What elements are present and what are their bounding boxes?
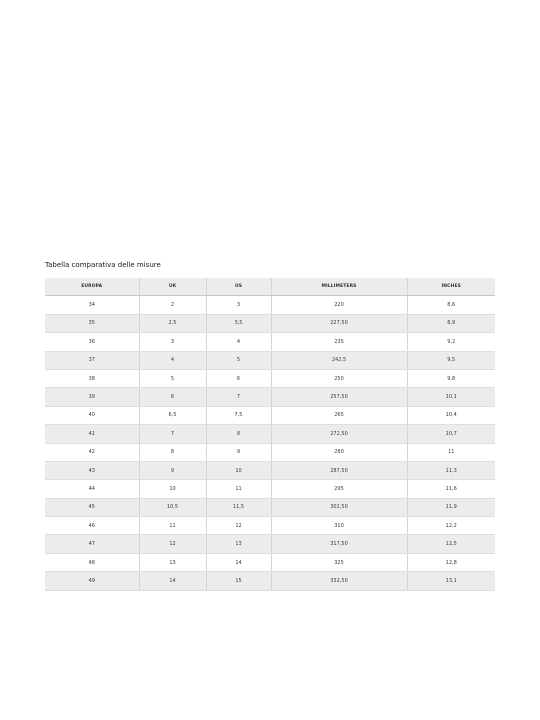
cell-uk: 10,5 [139,498,206,516]
cell-inches: 11,6 [407,480,495,498]
cell-uk: 3 [139,333,206,351]
cell-uk: 10 [139,480,206,498]
column-header-inches: INCHES [407,278,495,296]
cell-us: 3 [206,296,271,314]
cell-uk: 7 [139,425,206,443]
cell-millimeters: 257,50 [271,388,407,406]
cell-millimeters: 265 [271,406,407,424]
table-row [45,406,495,424]
cell-millimeters: 242,5 [271,351,407,369]
table-title: Tabella comparativa delle misure [45,261,161,269]
cell-us: 4 [206,333,271,351]
cell-us: 10 [206,461,271,479]
cell-inches: 12,2 [407,517,495,535]
table-row [45,388,495,406]
cell-uk: 9 [139,461,206,479]
table-body [45,296,495,590]
cell-europa: 44 [45,480,139,498]
cell-millimeters: 332,50 [271,572,407,590]
size-comparison-table [45,278,495,591]
cell-europa: 34 [45,296,139,314]
cell-us: 14 [206,553,271,571]
cell-uk: 5 [139,369,206,387]
cell-millimeters: 235 [271,333,407,351]
table-row [45,480,495,498]
table-row [45,517,495,535]
cell-inches: 12,5 [407,535,495,553]
cell-millimeters: 220 [271,296,407,314]
cell-europa: 39 [45,388,139,406]
cell-inches: 11,3 [407,461,495,479]
cell-inches: 11,9 [407,498,495,516]
cell-inches: 11 [407,443,495,461]
column-header-us: US [206,278,271,296]
cell-europa: 38 [45,369,139,387]
table-header-row [45,278,495,296]
cell-europa: 48 [45,553,139,571]
cell-europa: 42 [45,443,139,461]
cell-europa: 41 [45,425,139,443]
cell-uk: 2 [139,296,206,314]
cell-millimeters: 280 [271,443,407,461]
cell-millimeters: 227,50 [271,314,407,332]
cell-us: 6 [206,369,271,387]
table-row [45,443,495,461]
table-row [45,314,495,332]
cell-europa: 46 [45,517,139,535]
column-header-millimeters: MILLIMETERS [271,278,407,296]
cell-millimeters: 317,50 [271,535,407,553]
cell-inches: 10,1 [407,388,495,406]
cell-europa: 36 [45,333,139,351]
table-row [45,535,495,553]
cell-us: 7 [206,388,271,406]
cell-millimeters: 272,50 [271,425,407,443]
cell-inches: 9,8 [407,369,495,387]
cell-millimeters: 302,50 [271,498,407,516]
cell-us: 7,5 [206,406,271,424]
cell-us: 8 [206,425,271,443]
cell-us: 3,5 [206,314,271,332]
table-row [45,333,495,351]
cell-uk: 4 [139,351,206,369]
cell-inches: 10,4 [407,406,495,424]
cell-us: 13 [206,535,271,553]
cell-uk: 12 [139,535,206,553]
table-row [45,369,495,387]
column-header-europa: EUROPA [45,278,139,296]
cell-uk: 13 [139,553,206,571]
cell-uk: 2,5 [139,314,206,332]
cell-millimeters: 287,50 [271,461,407,479]
table-row [45,296,495,314]
cell-europa: 43 [45,461,139,479]
cell-inches: 8,6 [407,296,495,314]
table-row [45,553,495,571]
column-header-uk: UK [139,278,206,296]
cell-us: 11 [206,480,271,498]
cell-europa: 35 [45,314,139,332]
table-row [45,461,495,479]
cell-europa: 45 [45,498,139,516]
table-row [45,572,495,590]
cell-inches: 13,1 [407,572,495,590]
cell-inches: 8,9 [407,314,495,332]
cell-europa: 37 [45,351,139,369]
cell-millimeters: 310 [271,517,407,535]
cell-us: 5 [206,351,271,369]
cell-europa: 40 [45,406,139,424]
cell-us: 9 [206,443,271,461]
size-comparison-section [45,261,495,591]
cell-europa: 49 [45,572,139,590]
cell-millimeters: 325 [271,553,407,571]
cell-uk: 14 [139,572,206,590]
cell-europa: 47 [45,535,139,553]
cell-millimeters: 295 [271,480,407,498]
table-row [45,498,495,516]
cell-uk: 6,5 [139,406,206,424]
cell-uk: 8 [139,443,206,461]
cell-uk: 11 [139,517,206,535]
table-row [45,425,495,443]
cell-us: 11,5 [206,498,271,516]
cell-uk: 6 [139,388,206,406]
cell-millimeters: 250 [271,369,407,387]
cell-inches: 9,2 [407,333,495,351]
cell-inches: 10,7 [407,425,495,443]
cell-inches: 12,8 [407,553,495,571]
cell-us: 12 [206,517,271,535]
cell-inches: 9,5 [407,351,495,369]
table-row [45,351,495,369]
cell-us: 15 [206,572,271,590]
